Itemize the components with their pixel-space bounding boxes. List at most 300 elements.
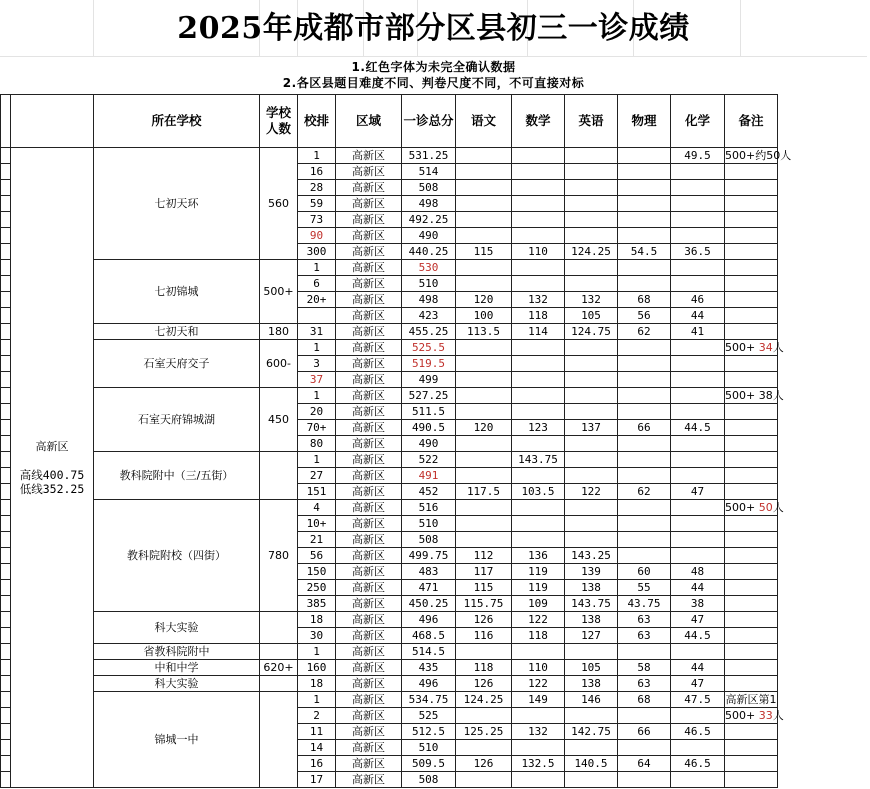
math-score (512, 372, 565, 388)
chemistry-score: 44.5 (671, 420, 725, 436)
chemistry-score (671, 356, 725, 372)
remark-count: 34 (758, 340, 773, 354)
table-row (1, 676, 870, 692)
total-score: 471 (402, 580, 456, 596)
physics-score (618, 452, 671, 468)
area-cell: 高新区 (336, 612, 402, 628)
rank-cell: 21 (298, 532, 336, 548)
rank-cell: 1 (298, 340, 336, 356)
region-low-line: 低线352.25 (19, 481, 85, 496)
physics-score (618, 436, 671, 452)
total-score: 499.75 (402, 548, 456, 564)
chemistry-score: 49.5 (671, 148, 725, 164)
total-score: 452 (402, 484, 456, 500)
table-row (1, 612, 870, 628)
area-cell: 高新区 (336, 548, 402, 564)
area-cell: 高新区 (336, 356, 402, 372)
region-high-line: 高线400.75 (19, 467, 85, 482)
remark-count: 33 (758, 708, 773, 722)
total-score: 498 (402, 196, 456, 212)
english-score: 122 (565, 484, 618, 500)
remark-cell (725, 660, 778, 676)
area-cell: 高新区 (336, 164, 402, 180)
row-gutter (1, 420, 11, 436)
notes (0, 60, 867, 91)
table-row (1, 148, 870, 164)
total-score: 512.5 (402, 724, 456, 740)
remark-cell (725, 708, 784, 724)
area-cell: 高新区 (336, 628, 402, 644)
chinese-score: 116 (456, 628, 512, 644)
row-gutter (1, 468, 11, 484)
total-score: 522 (402, 452, 456, 468)
total-score: 455.25 (402, 324, 456, 340)
remark-cell (725, 260, 778, 276)
chinese-score: 125.25 (456, 724, 512, 740)
remark-cell (725, 532, 778, 548)
row-gutter (1, 772, 11, 788)
school-students: 620+ (260, 660, 298, 676)
physics-score (618, 196, 671, 212)
rank-cell: 11 (298, 724, 336, 740)
area-cell: 高新区 (336, 516, 402, 532)
row-gutter (1, 548, 11, 564)
school-name: 石室天府锦城湖 (94, 388, 260, 452)
chinese-score (456, 516, 512, 532)
chemistry-score: 38 (671, 596, 725, 612)
total-score: 525.5 (402, 340, 456, 356)
physics-score: 64 (618, 756, 671, 772)
area-cell: 高新区 (336, 676, 402, 692)
english-score (565, 340, 618, 356)
total-score: 450.25 (402, 596, 456, 612)
physics-score: 55 (618, 580, 671, 596)
row-gutter (1, 164, 11, 180)
row-gutter (1, 452, 11, 468)
row-gutter (1, 580, 11, 596)
rank-cell: 300 (298, 244, 336, 260)
rank-cell: 20 (298, 404, 336, 420)
school-name: 教科院附校（四街） (94, 500, 260, 612)
chemistry-score: 46.5 (671, 756, 725, 772)
row-gutter (1, 196, 11, 212)
chemistry-score (671, 388, 725, 404)
rank-cell: 73 (298, 212, 336, 228)
table-row (1, 660, 870, 676)
remark-cell (725, 276, 778, 292)
physics-score (618, 516, 671, 532)
total-score: 423 (402, 308, 456, 324)
area-cell: 高新区 (336, 532, 402, 548)
total-score: 490 (402, 228, 456, 244)
remark-cell (725, 420, 778, 436)
math-score (512, 196, 565, 212)
physics-score: 68 (618, 692, 671, 708)
math-score: 118 (512, 628, 565, 644)
remark-prefix: 500+ (725, 500, 759, 514)
row-gutter (1, 564, 11, 580)
math-score (512, 164, 565, 180)
area-cell: 高新区 (336, 452, 402, 468)
chinese-score (456, 772, 512, 788)
rank-cell: 150 (298, 564, 336, 580)
row-gutter (1, 372, 11, 388)
remark-cell (725, 740, 778, 756)
total-score: 491 (402, 468, 456, 484)
physics-score: 58 (618, 660, 671, 676)
chinese-score (456, 708, 512, 724)
rank-cell: 31 (298, 324, 336, 340)
physics-score (618, 740, 671, 756)
school-students: 450 (260, 388, 298, 452)
chinese-score: 124.25 (456, 692, 512, 708)
header-rank: 校排 (298, 95, 336, 148)
area-cell: 高新区 (336, 564, 402, 580)
rank-cell: 30 (298, 628, 336, 644)
english-score: 105 (565, 308, 618, 324)
math-score (512, 340, 565, 356)
rank-cell: 20+ (298, 292, 336, 308)
chemistry-score: 46 (671, 292, 725, 308)
english-score: 146 (565, 692, 618, 708)
remark-prefix: 500+ (725, 340, 759, 354)
header-math: 数学 (512, 95, 565, 148)
math-score: 118 (512, 308, 565, 324)
chinese-score (456, 740, 512, 756)
rank-cell: 385 (298, 596, 336, 612)
school-name: 锦城一中 (94, 692, 260, 788)
physics-score: 66 (618, 420, 671, 436)
area-cell: 高新区 (336, 212, 402, 228)
chemistry-score: 47.5 (671, 692, 725, 708)
row-gutter (1, 292, 11, 308)
area-cell: 高新区 (336, 292, 402, 308)
remark-cell (725, 404, 778, 420)
table-row (1, 324, 870, 340)
total-score: 498 (402, 292, 456, 308)
math-score (512, 260, 565, 276)
row-gutter (1, 180, 11, 196)
remark-suffix: 人 (772, 500, 784, 514)
school-name: 科大实验 (94, 676, 260, 692)
remark-cell (725, 372, 778, 388)
chinese-score (456, 500, 512, 516)
math-score (512, 404, 565, 420)
header-total: 一诊总分 (402, 95, 456, 148)
chinese-score (456, 340, 512, 356)
header-chemistry: 化学 (671, 95, 725, 148)
rank-cell: 3 (298, 356, 336, 372)
remark-prefix: 500+ (725, 708, 759, 722)
area-cell: 高新区 (336, 660, 402, 676)
math-score (512, 436, 565, 452)
area-cell: 高新区 (336, 500, 402, 516)
chemistry-score: 44 (671, 580, 725, 596)
math-score (512, 180, 565, 196)
math-score (512, 516, 565, 532)
remark-cell (725, 612, 778, 628)
remark-cell (725, 564, 778, 580)
chinese-score: 120 (456, 292, 512, 308)
math-score: 119 (512, 564, 565, 580)
chemistry-score (671, 452, 725, 468)
remark-cell (725, 196, 778, 212)
chemistry-score (671, 164, 725, 180)
remark-cell (725, 724, 778, 740)
chinese-score (456, 532, 512, 548)
physics-score (618, 180, 671, 196)
school-students (260, 452, 298, 500)
remark-cell (725, 516, 778, 532)
remark-cell (725, 292, 778, 308)
total-score: 490.5 (402, 420, 456, 436)
chinese-score: 118 (456, 660, 512, 676)
physics-score: 60 (618, 564, 671, 580)
english-score (565, 148, 618, 164)
math-score: 132 (512, 724, 565, 740)
school-name: 七初锦城 (94, 260, 260, 324)
chinese-score: 115 (456, 580, 512, 596)
math-score: 123 (512, 420, 565, 436)
rank-cell: 56 (298, 548, 336, 564)
chinese-score (456, 356, 512, 372)
rank-cell: 28 (298, 180, 336, 196)
chinese-score (456, 468, 512, 484)
english-score: 127 (565, 628, 618, 644)
header-region (11, 95, 94, 148)
total-score: 440.25 (402, 244, 456, 260)
math-score (512, 148, 565, 164)
chemistry-score (671, 212, 725, 228)
note-line-2: 2.各区县题目难度不同、判卷尺度不同，不可直接对标 (282, 75, 585, 90)
rank-cell: 6 (298, 276, 336, 292)
area-cell: 高新区 (336, 340, 402, 356)
english-score: 139 (565, 564, 618, 580)
chemistry-score: 46.5 (671, 724, 725, 740)
physics-score (618, 388, 671, 404)
total-score: 530 (402, 260, 456, 276)
rank-cell: 37 (298, 372, 336, 388)
row-gutter (1, 324, 11, 340)
school-students: 600- (260, 340, 298, 388)
english-score: 142.75 (565, 724, 618, 740)
math-score: 149 (512, 692, 565, 708)
chemistry-score: 47 (671, 612, 725, 628)
total-score: 510 (402, 276, 456, 292)
math-score: 136 (512, 548, 565, 564)
remark-cell (725, 548, 778, 564)
chinese-score (456, 228, 512, 244)
remark-cell: 500+约50人 (725, 148, 792, 162)
chinese-score: 115.75 (456, 596, 512, 612)
school-name: 七初天环 (94, 148, 260, 260)
row-gutter (1, 356, 11, 372)
chinese-score (456, 260, 512, 276)
chemistry-score (671, 500, 725, 516)
math-score: 103.5 (512, 484, 565, 500)
physics-score (618, 260, 671, 276)
total-score: 514 (402, 164, 456, 180)
english-score: 124.75 (565, 324, 618, 340)
area-cell: 高新区 (336, 180, 402, 196)
total-score: 496 (402, 612, 456, 628)
chemistry-score (671, 708, 725, 724)
english-score (565, 260, 618, 276)
english-score: 138 (565, 612, 618, 628)
total-score: 510 (402, 516, 456, 532)
math-score: 110 (512, 244, 565, 260)
chemistry-score (671, 196, 725, 212)
row-gutter (1, 660, 11, 676)
chemistry-score (671, 180, 725, 196)
row-gutter (1, 500, 11, 516)
math-score (512, 228, 565, 244)
total-score: 492.25 (402, 212, 456, 228)
physics-score (618, 708, 671, 724)
math-score (512, 212, 565, 228)
chemistry-score (671, 436, 725, 452)
header-physics: 物理 (618, 95, 671, 148)
area-cell: 高新区 (336, 740, 402, 756)
row-gutter (1, 404, 11, 420)
physics-score: 54.5 (618, 244, 671, 260)
row-gutter (1, 340, 11, 356)
total-score: 527.25 (402, 388, 456, 404)
row-gutter (1, 228, 11, 244)
physics-score (618, 228, 671, 244)
physics-score: 62 (618, 324, 671, 340)
chemistry-score (671, 532, 725, 548)
table-row (1, 692, 870, 708)
chemistry-score (671, 644, 725, 660)
rank-cell: 250 (298, 580, 336, 596)
chinese-score (456, 372, 512, 388)
area-cell: 高新区 (336, 404, 402, 420)
school-students (260, 612, 298, 644)
page-title: 2025年成都市部分区县初三一诊成绩 (177, 11, 690, 46)
physics-score: 66 (618, 724, 671, 740)
area-cell: 高新区 (336, 324, 402, 340)
physics-score (618, 356, 671, 372)
chemistry-score: 44 (671, 660, 725, 676)
header-english: 英语 (565, 95, 618, 148)
english-score: 137 (565, 420, 618, 436)
area-cell: 高新区 (336, 276, 402, 292)
scores-table (0, 94, 870, 788)
rank-cell: 160 (298, 660, 336, 676)
rank-cell: 1 (298, 388, 336, 404)
chemistry-score (671, 740, 725, 756)
area-cell: 高新区 (336, 260, 402, 276)
school-name: 科大实验 (94, 612, 260, 644)
row-gutter (1, 740, 11, 756)
math-score (512, 356, 565, 372)
row-gutter (1, 596, 11, 612)
remark-cell (725, 356, 778, 372)
header-school: 所在学校 (94, 95, 260, 148)
total-score: 508 (402, 532, 456, 548)
chinese-score (456, 452, 512, 468)
area-cell: 高新区 (336, 388, 402, 404)
row-gutter (1, 532, 11, 548)
total-score: 468.5 (402, 628, 456, 644)
total-score: 499 (402, 372, 456, 388)
row-gutter (1, 628, 11, 644)
rank-cell: 18 (298, 612, 336, 628)
english-score (565, 644, 618, 660)
note-line-1: 1.红色字体为未完全确认数据 (351, 60, 516, 74)
math-score: 132.5 (512, 756, 565, 772)
chinese-score (456, 276, 512, 292)
physics-score (618, 148, 671, 164)
total-score: 531.25 (402, 148, 456, 164)
rank-cell: 18 (298, 676, 336, 692)
english-score (565, 180, 618, 196)
english-score (565, 212, 618, 228)
physics-score (618, 772, 671, 788)
english-score (565, 516, 618, 532)
area-cell: 高新区 (336, 372, 402, 388)
header-row (1, 95, 870, 148)
remark-cell (725, 340, 784, 356)
remark-cell (725, 468, 778, 484)
rank-cell: 4 (298, 500, 336, 516)
physics-score: 43.75 (618, 596, 671, 612)
math-score (512, 276, 565, 292)
row-gutter (1, 148, 11, 164)
chinese-score: 112 (456, 548, 512, 564)
chemistry-score: 47 (671, 676, 725, 692)
area-cell: 高新区 (336, 468, 402, 484)
total-score: 496 (402, 676, 456, 692)
school-name: 教科院附中（三/五街） (94, 452, 260, 500)
school-name: 中和中学 (94, 660, 260, 676)
chemistry-score (671, 404, 725, 420)
school-name: 七初天和 (94, 324, 260, 340)
chinese-score (456, 404, 512, 420)
header-blank (1, 95, 11, 148)
physics-score (618, 468, 671, 484)
chemistry-score (671, 340, 725, 356)
rank-cell: 27 (298, 468, 336, 484)
remark-count: 50 (758, 500, 773, 514)
row-gutter (1, 260, 11, 276)
total-score: 508 (402, 772, 456, 788)
math-score (512, 388, 565, 404)
remark-cell (725, 596, 778, 612)
rank-cell: 16 (298, 756, 336, 772)
table-row (1, 500, 870, 516)
row-gutter (1, 692, 11, 708)
physics-score (618, 404, 671, 420)
row-gutter (1, 724, 11, 740)
total-score: 519.5 (402, 356, 456, 372)
total-score: 514.5 (402, 644, 456, 660)
remark-cell (725, 228, 778, 244)
remark-cell (725, 580, 778, 596)
area-cell: 高新区 (336, 484, 402, 500)
english-score (565, 388, 618, 404)
row-gutter (1, 484, 11, 500)
total-score: 511.5 (402, 404, 456, 420)
row-gutter (1, 644, 11, 660)
remark-cell (725, 500, 784, 516)
rank-cell: 1 (298, 692, 336, 708)
physics-score (618, 548, 671, 564)
rank-cell: 1 (298, 452, 336, 468)
row-gutter (1, 244, 11, 260)
english-score (565, 532, 618, 548)
